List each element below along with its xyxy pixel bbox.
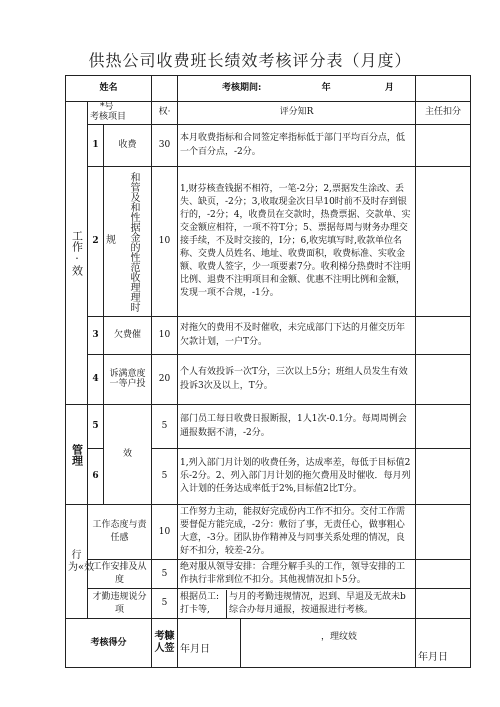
row-criteria-a: 根据员工:打卡等,	[178, 590, 227, 618]
row-weight: 20	[152, 355, 178, 405]
row-criteria: 工作努力主动，能叔好完成份内工作不扣分。交付工作需要督促方能完成，-2分：敷衍了事，无责任心，做事粗心大意，-3分。团队协作精神及与同事关系处理的情况，良好不扣分，较差-2分。	[178, 505, 416, 560]
row-weight: 10	[152, 167, 178, 317]
row-criteria: 1,财芬核查钱据不相符，一笔-2分；2,票据发生涂改、丢失、缺页，-2分；3,收取现金次日早10时前不及时存到银行的，-2分；4，收费员在交款时，热费票据、交款单、实交金额应相符，一项不符T分；5、票据每周与财务办理交接手续，不及时交接的，I分；6,收宪填写时,收款单位名称、交费人员姓名、地址、收费面积，收费标准、实收金额、收费人签字，少一项要素7分。收利梯分热费时不注明比例、退费不注明项目和金额、优惠不注明比例和金额，发现一项不合规，-1分。	[178, 167, 416, 317]
confirm-label: ，理纹妓	[321, 632, 358, 643]
date-right: 年月日	[416, 619, 471, 668]
table-row	[66, 560, 471, 589]
row-criteria	[178, 589, 416, 619]
category-manage-effect: 效	[104, 405, 152, 505]
header-row	[66, 76, 471, 102]
row-deduction-input[interactable]	[416, 355, 471, 405]
row-item: 诉满意度一等户投	[104, 355, 152, 405]
row-item: 工作态度与责任感	[88, 505, 152, 560]
row-criteria: 绝对服从领导安排：合理分解手头的工作，领导安排的工作执行非常到位不扣分。其他视情况扣卜5分。	[178, 560, 416, 589]
name-field[interactable]	[152, 76, 178, 102]
row-number: 6	[88, 449, 104, 505]
row-number: 3	[88, 317, 104, 355]
table-row	[66, 167, 471, 317]
row-criteria: 部门员工每日收费日报断报，1人1次-0.1分。每周周例会通报数据不清，-2分。	[178, 405, 416, 449]
category-manage: 管理	[66, 405, 88, 505]
table-row	[66, 405, 471, 449]
row-deduction-input[interactable]	[416, 167, 471, 317]
row-weight: 10	[152, 505, 178, 560]
table-row	[66, 125, 471, 167]
row-criteria: 本月收费指标和合同签定率指标低于部门平均百分点，低一个百分点，-2分。	[178, 125, 416, 167]
evaluation-table	[65, 75, 471, 668]
row-weight: 5	[152, 589, 178, 619]
row-weight: 5	[152, 449, 178, 505]
row-weight: 5	[152, 560, 178, 589]
category-work: 工作·效	[66, 102, 88, 405]
row-item-tail: 规	[106, 235, 116, 247]
row-weight: 10	[152, 317, 178, 355]
row-deduction-input[interactable]	[416, 449, 471, 505]
year-label: 年	[321, 82, 331, 93]
period-extra	[416, 76, 471, 102]
row-deduction-input[interactable]	[416, 560, 471, 589]
row-number: 4	[88, 355, 104, 405]
column-index: *号	[100, 102, 114, 113]
signature-area[interactable]	[178, 619, 416, 668]
row-item: 工作安排及从度	[88, 560, 152, 589]
month-label: 月	[384, 82, 394, 93]
row-criteria: 1,列入部门月计划的收费任务，达成率差，每低于目标值2乐-2分。2、列入部门月计划的拖欠费用及时催收．每月列入计划的任务达成率低于2%,目标值2比T分。	[178, 449, 416, 505]
score-label: 考核得分	[66, 619, 152, 668]
table-row	[66, 355, 471, 405]
row-criteria: 个人有效投诉一次T分，三次以上5分；班组人员发生有效投诉3次及以上，T分。	[178, 355, 416, 405]
column-deduction: 主任扣分	[416, 102, 471, 125]
category-behavior: 行为«效	[66, 505, 88, 619]
table-row	[66, 589, 471, 619]
row-deduction-input[interactable]	[416, 505, 471, 560]
row-deduction-input[interactable]	[416, 405, 471, 449]
row-criteria-b: 与月的考勤违规情况，迟到、早退及无故未b综合办每月通报，按通报进行考核。	[229, 591, 406, 615]
column-header-row	[66, 102, 471, 125]
signer-label: 考糠人签	[152, 619, 178, 668]
row-item: 才勤违规说分项	[88, 589, 152, 619]
column-criteria: 评分知R	[178, 102, 416, 125]
date-left: 年月日	[178, 619, 241, 667]
row-weight: 30	[152, 125, 178, 167]
footer-row	[66, 619, 471, 668]
period-cell	[178, 76, 416, 102]
table-row	[66, 505, 471, 560]
column-index-item	[88, 102, 152, 125]
row-item: 欠费催	[104, 317, 152, 355]
row-deduction-input[interactable]	[416, 125, 471, 167]
row-number: 2	[88, 167, 104, 317]
row-item: 收费	[104, 125, 152, 167]
table-row	[66, 317, 471, 355]
period-label: 考核期间:	[222, 82, 262, 93]
column-item: 考核项目	[90, 112, 127, 122]
name-label: 姓名	[66, 76, 152, 102]
row-criteria: 对拖欠的费用不及时催收，未完成部门下达的月催交历年欠款计划，一户T分。	[178, 317, 416, 355]
page-title: 供热公司收费班长绩效考核评分表（月度）	[88, 51, 412, 70]
row-deduction-input[interactable]	[416, 317, 471, 355]
row-deduction-input[interactable]	[416, 589, 471, 619]
row-item: 规 和管及和性据金的性范收理理时	[104, 167, 152, 317]
row-number: 1	[88, 125, 104, 167]
row-weight: 5	[152, 405, 178, 449]
column-weight: 权·	[152, 102, 178, 125]
row-number: 5	[88, 405, 104, 449]
